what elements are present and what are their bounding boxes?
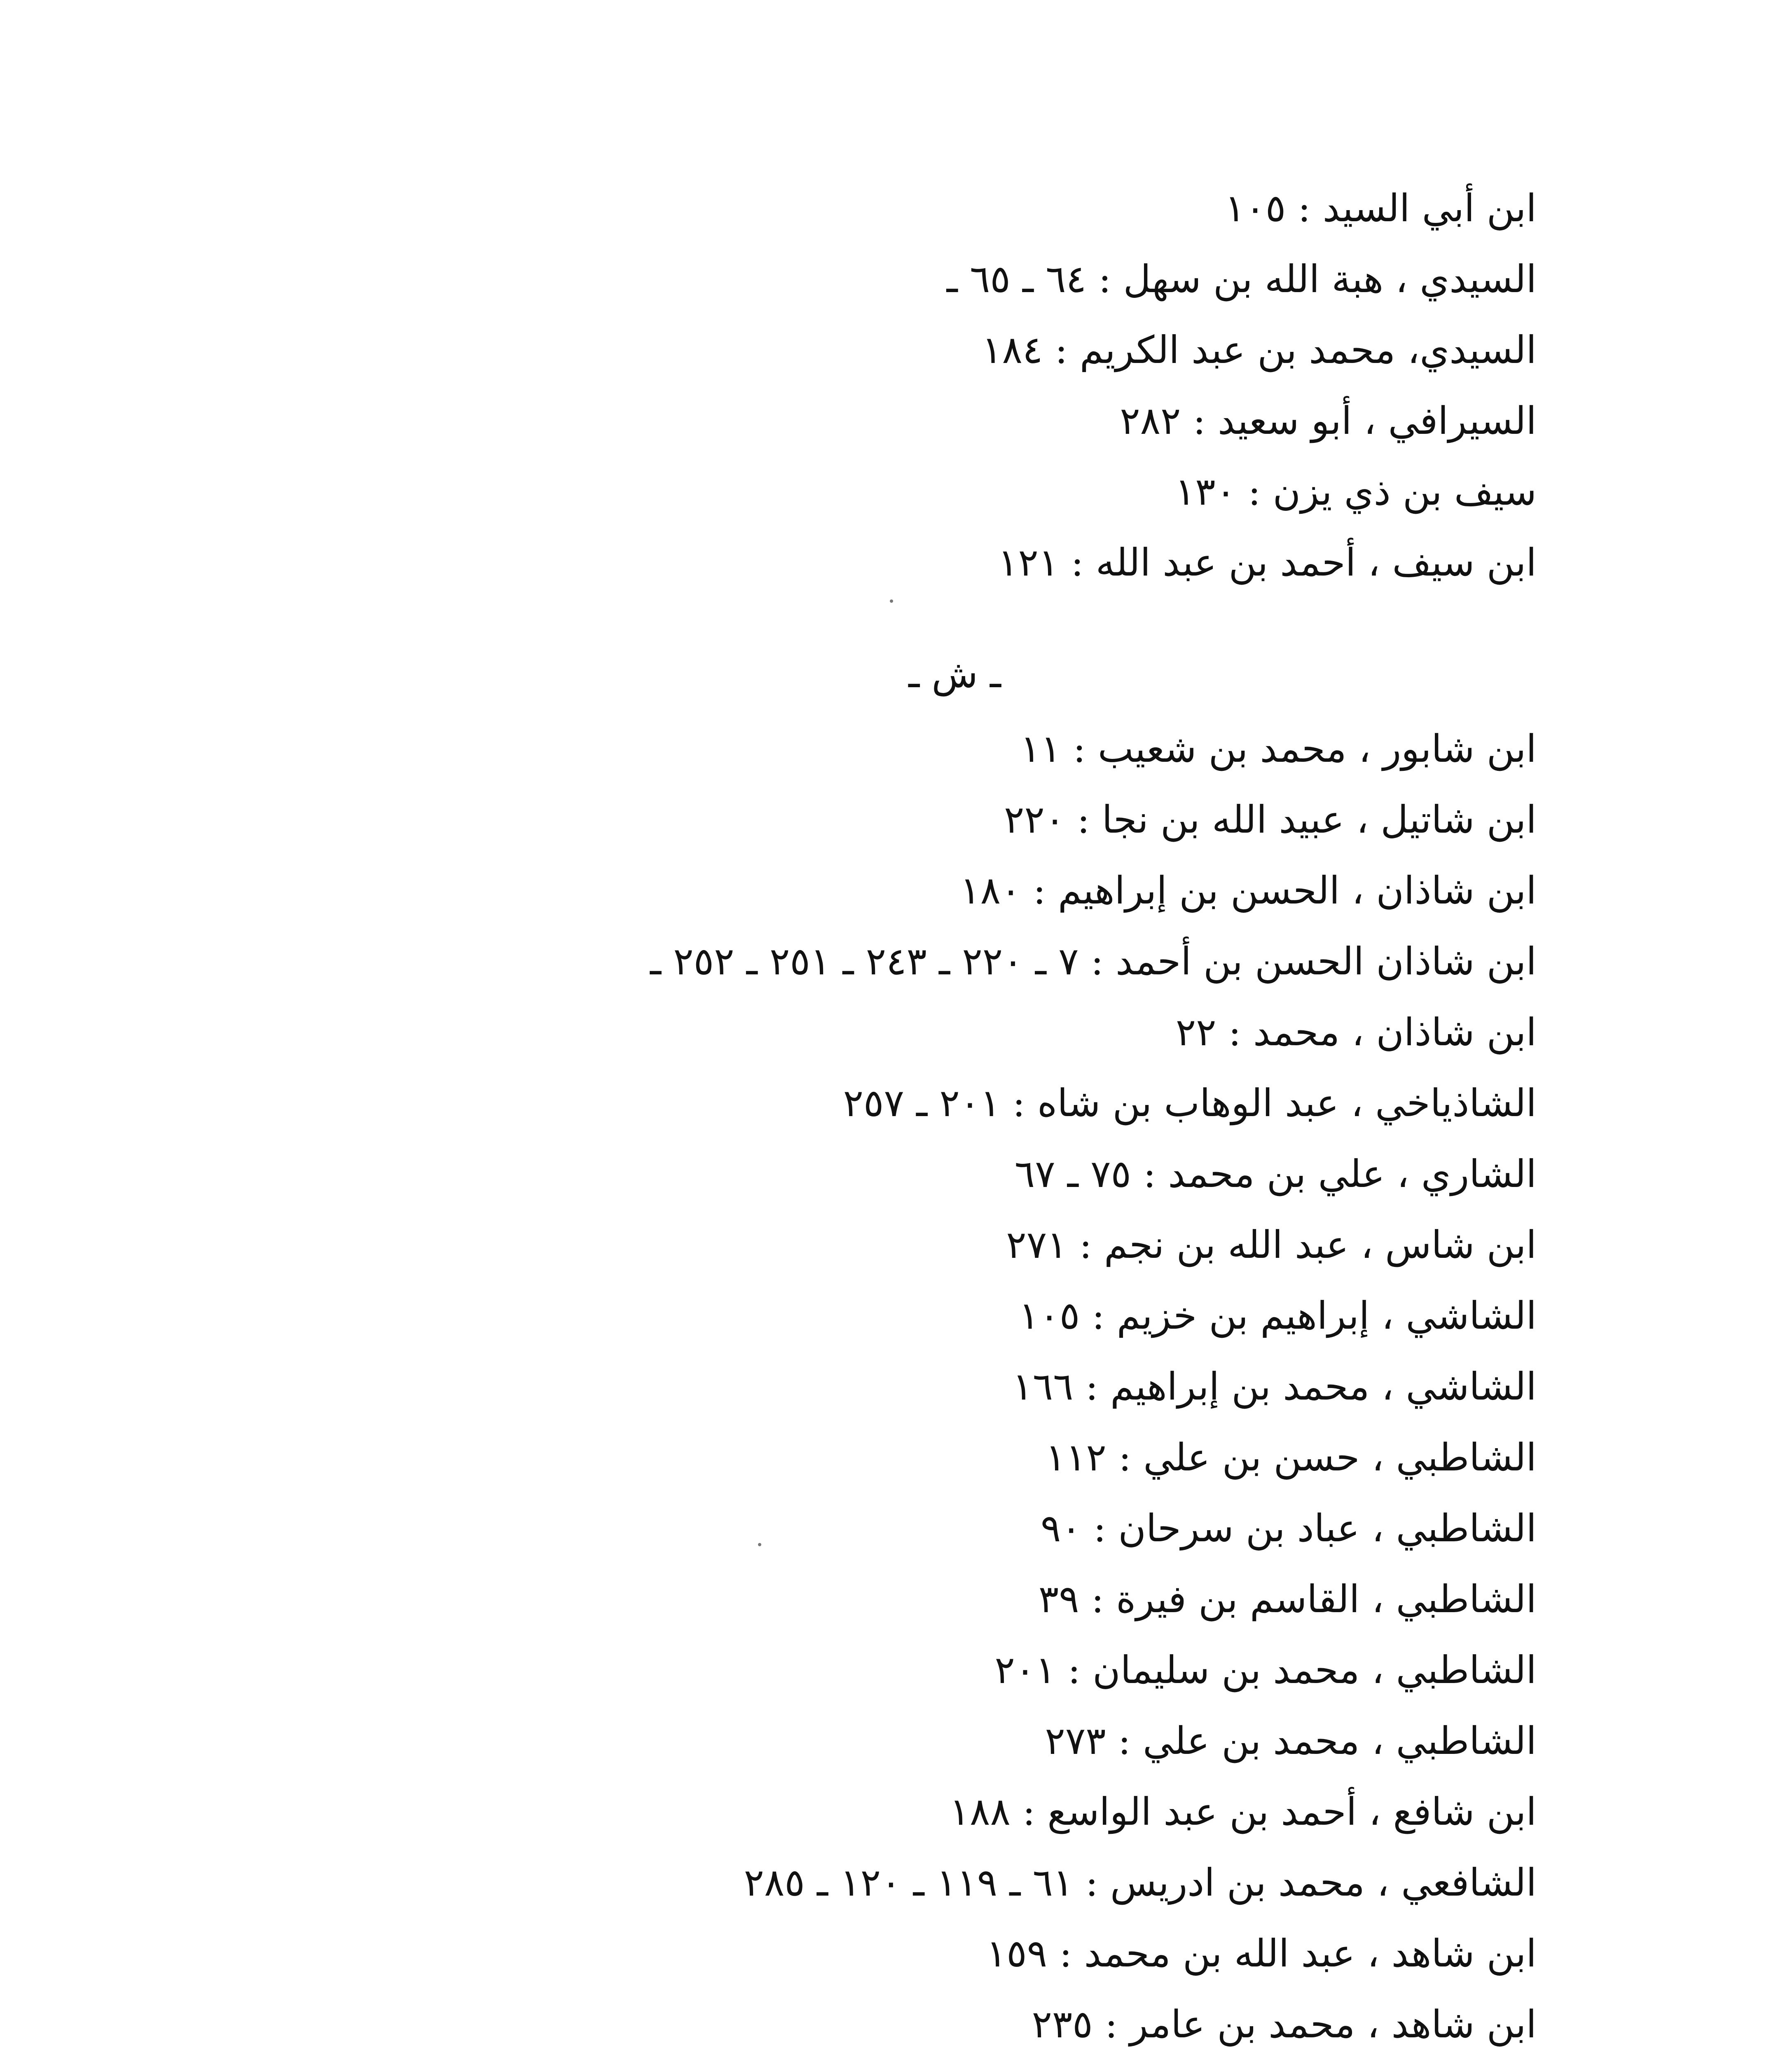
index-entry: السيرافي ، أبو سعيد : ٢٨٢ [1120,399,1537,443]
section-heading: ـ ش ـ [908,652,1001,696]
index-entry: ابن شاذان ، محمد : ٢٢ [1175,1010,1537,1054]
scan-speck [758,1543,761,1546]
index-entry: الشاشي ، إبراهيم بن خزيم : ١٠٥ [1019,1294,1537,1338]
index-column [650,173,1537,2060]
index-entry: الشافعي ، محمد بن ادريس : ٦١ ـ ١١٩ ـ ١٢٠ ـ ٢٨٥ [744,1861,1537,1905]
index-entry: الشاطبي ، محمد بن علي : ٢٧٣ [1045,1719,1537,1763]
index-entry: السيدي ، هبة الله بن سهل : ٦٤ ـ ٦٥ ـ [946,257,1537,301]
index-entry: الشاري ، علي بن محمد : ٧٥ ـ ٦٧ [1014,1152,1537,1196]
index-entry: ابن شابور ، محمد بن شعيب : ١١ [1020,727,1537,771]
index-entry: سيف بن ذي يزن : ١٣٠ [1174,470,1537,514]
index-entry: ابن شاذان ، الحسن بن إبراهيم : ١٨٠ [960,868,1537,913]
index-entry: الشاطبي ، حسن بن علي : ١١٢ [1045,1435,1537,1479]
index-entry: ابن أبي السيد : ١٠٥ [1225,186,1537,230]
index-entry: الشاطبي ، عباد بن سرحان : ٩٠ [1041,1506,1537,1550]
index-entry: ابن شاهد ، محمد بن عامر : ٢٣٥ [1032,2002,1537,2046]
index-entry: الشاطبي ، محمد بن سليمان : ٢٠١ [994,1648,1537,1692]
index-entry: الشاذياخي ، عبد الوهاب بن شاه : ٢٠١ ـ ٢٥٧ [843,1081,1537,1125]
index-entry: السيدي، محمد بن عبد الكريم : ١٨٤ [982,328,1537,372]
index-entry: ابن شاس ، عبد الله بن نجم : ٢٧١ [1006,1223,1537,1267]
index-entry: ابن شافع ، أحمد بن عبد الواسع : ١٨٨ [949,1790,1537,1834]
index-entry: ابن سيف ، أحمد بن عبد الله : ١٢١ [997,541,1537,585]
index-entry: ابن شاتيل ، عبيد الله بن نجا : ٢٢٠ [1004,798,1537,842]
scan-speck [890,599,893,603]
index-entry: الشاطبي ، القاسم بن فيرة : ٣٩ [1038,1577,1537,1621]
index-entry: ابن شاهد ، عبد الله بن محمد : ١٥٩ [986,1931,1537,1976]
index-entry: الشاشي ، محمد بن إبراهيم : ١٦٦ [1012,1365,1537,1409]
index-entry: ابن شاذان الحسن بن أحمد : ٧ ـ ٢٢٠ ـ ٢٤٣ ـ ٢٥١ ـ ٢٥٢ ـ [650,939,1537,983]
